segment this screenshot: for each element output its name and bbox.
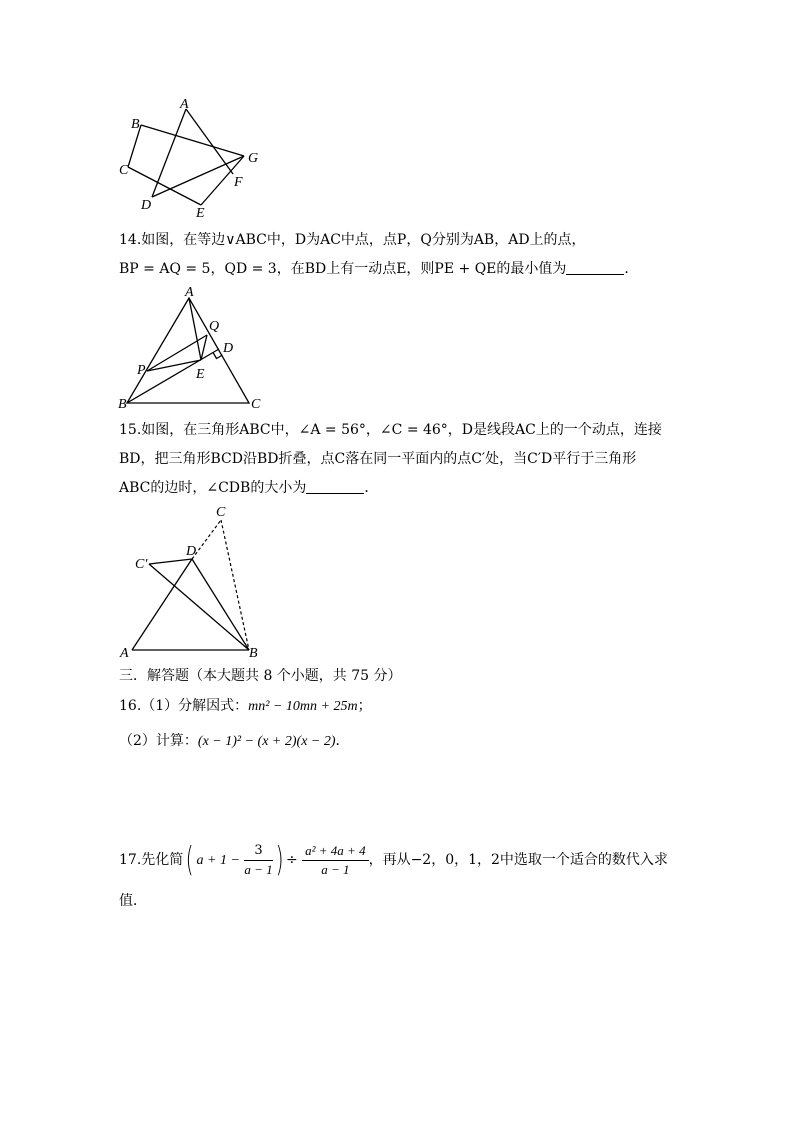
q14-label-c: C [251, 397, 261, 412]
q17-fraction-1 [244, 842, 272, 879]
q16-part1-end: ； [357, 698, 372, 714]
q14-text-1: 14.如图，在等边∨ABC中，D为AC中点，点P，Q分别为AB，AD上的点， [119, 232, 586, 248]
q15-label-c-prime: C′ [135, 557, 148, 572]
q15-answer-blank[interactable] [306, 479, 364, 494]
q15-label-c: C [216, 505, 226, 520]
q14-end: ． [624, 261, 639, 277]
q14-label-d: D [223, 341, 234, 356]
q17-suffix: ，再从−2，0，1，2中选取一个适合的数代入求 [368, 852, 668, 868]
q16-part1-expr: mn² − 10mn + 25m [248, 699, 358, 714]
q14-label-q: Q [209, 319, 220, 334]
q15-label-b: B [249, 646, 258, 661]
q17-inner-left: a + 1 − [196, 853, 240, 868]
q16-part2-prefix: （2）计算： [119, 733, 198, 749]
q13-label-b: B [131, 117, 140, 132]
q13-label-c: C [119, 163, 129, 178]
q17-frac1-num: 3 [244, 842, 272, 861]
q17-frac2-den: a − 1 [321, 861, 350, 877]
q17-div: ÷ [285, 852, 298, 868]
q14-label-e: E [196, 367, 205, 382]
q17-left-paren: ( [185, 840, 194, 880]
figure-q14 [112, 286, 272, 412]
q17-prefix: 17.先化简 [119, 852, 184, 868]
q17-fraction-2 [302, 842, 368, 879]
q13-label-e: E [196, 206, 205, 221]
q15-text-3: ABC的边时，∠CDB的大小为 [119, 480, 307, 496]
q14-label-p: P [137, 363, 146, 378]
q17-line-1 [119, 838, 668, 883]
q15-line-3 [119, 478, 378, 498]
q16-part-1 [119, 696, 372, 717]
q16-part-2 [119, 731, 350, 752]
q15-text-2: BD，把三角形BCD沿BD折叠，点C落在同一平面内的点C′处，当C′D平行于三角形 [119, 451, 637, 467]
q14-label-b: B [118, 397, 127, 412]
q13-label-f: F [234, 175, 243, 190]
q16-part2-end: ． [335, 733, 350, 749]
q13-label-d: D [141, 198, 152, 213]
figure-q15 [112, 500, 272, 665]
q13-label-g: G [248, 151, 259, 166]
q17-frac2-num: a² + 4a + 4 [302, 842, 368, 861]
section-3-text: 三．解答题（本大题共 8 个小题，共 75 分） [119, 668, 402, 684]
q14-line-2 [119, 259, 638, 279]
q15-end: ． [364, 480, 379, 496]
q14-answer-blank[interactable] [566, 260, 624, 275]
q13-label-a: A [180, 97, 189, 112]
q15-label-d: D [186, 544, 197, 559]
q15-line-1 [119, 420, 662, 440]
q17-line-2 [119, 891, 147, 911]
q15-line-2 [119, 449, 636, 469]
q16-part2-expr: (x − 1)² − (x + 2)(x − 2) [197, 734, 336, 749]
q14-line-1 [119, 230, 586, 250]
section-3-heading [119, 666, 402, 686]
q14-text-2: BP = AQ = 5，QD = 3，在BD上有一动点E，则PE + QE的最小值为 [119, 261, 567, 277]
q14-label-a: A [185, 286, 194, 300]
q15-text-1: 15.如图，在三角形ABC中，∠A = 56°，∠C = 46°，D是线段AC上的一个动点，连接 [119, 422, 662, 438]
q17-frac1-den: a − 1 [244, 861, 273, 877]
q16-part1-prefix: 16.（1）分解因式： [119, 698, 249, 714]
q17-line2-text: 值． [119, 893, 147, 909]
q15-label-a: A [120, 646, 129, 661]
q17-right-paren: ) [275, 840, 284, 880]
figure-q13 [110, 92, 280, 222]
